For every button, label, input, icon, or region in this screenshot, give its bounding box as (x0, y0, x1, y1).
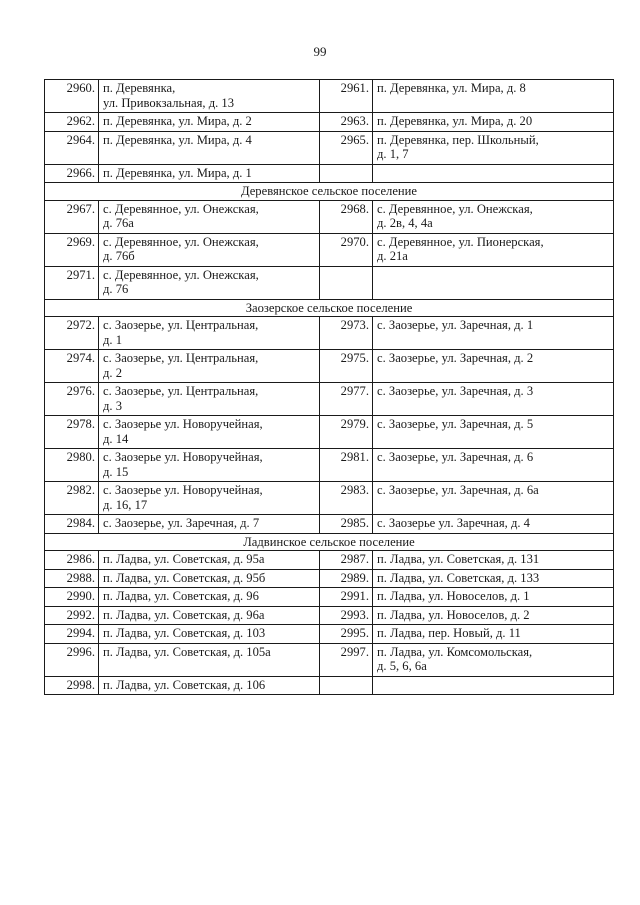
entry-address: п. Ладва, ул. Новоселов, д. 1 (373, 588, 614, 607)
entry-number: 2995. (320, 625, 373, 644)
entry-number: 2988. (45, 569, 99, 588)
entry-address: п. Деревянка, ул. Мира, д. 8 (373, 80, 614, 113)
section-title: Ладвинское сельское поселение (45, 533, 614, 551)
entry-number: 2996. (45, 643, 99, 676)
table-row (45, 569, 614, 588)
table-row (45, 449, 614, 482)
entry-number: 2994. (45, 625, 99, 644)
address-table-body (45, 80, 614, 695)
table-row (45, 625, 614, 644)
entry-address: с. Заозерье, ул. Заречная, д. 3 (373, 383, 614, 416)
table-row (45, 482, 614, 515)
table-row (45, 266, 614, 299)
table-row (45, 200, 614, 233)
table-row (45, 233, 614, 266)
table-row (45, 164, 614, 183)
entry-number: 2992. (45, 606, 99, 625)
entry-number: 2970. (320, 233, 373, 266)
entry-number: 2964. (45, 131, 99, 164)
section-title: Деревянское сельское поселение (45, 183, 614, 201)
entry-number: 2985. (320, 515, 373, 534)
table-row (45, 113, 614, 132)
entry-address (373, 266, 614, 299)
entry-address: с. Заозерье, ул. Центральная, д. 3 (99, 383, 320, 416)
entry-number: 2982. (45, 482, 99, 515)
entry-number: 2990. (45, 588, 99, 607)
entry-address: п. Деревянка, ул. Мира, д. 2 (99, 113, 320, 132)
entry-address: с. Заозерье, ул. Заречная, д. 1 (373, 317, 614, 350)
entry-address: п. Ладва, ул. Советская, д. 131 (373, 551, 614, 570)
table-row (45, 383, 614, 416)
entry-number: 2968. (320, 200, 373, 233)
entry-number: 2993. (320, 606, 373, 625)
entry-number: 2984. (45, 515, 99, 534)
entry-number (320, 266, 373, 299)
entry-address: п. Деревянка, ул. Мира, д. 1 (99, 164, 320, 183)
table-row (45, 350, 614, 383)
entry-address: п. Деревянка, ул. Привокзальная, д. 13 (99, 80, 320, 113)
table-row (45, 317, 614, 350)
table-row (45, 643, 614, 676)
entry-number (320, 676, 373, 695)
entry-number: 2991. (320, 588, 373, 607)
entry-address: с. Заозерье, ул. Заречная, д. 6а (373, 482, 614, 515)
entry-number: 2962. (45, 113, 99, 132)
entry-number: 2987. (320, 551, 373, 570)
entry-address: п. Ладва, ул. Советская, д. 96а (99, 606, 320, 625)
entry-address: п. Ладва, ул. Новоселов, д. 2 (373, 606, 614, 625)
table-row (45, 515, 614, 534)
entry-address (373, 164, 614, 183)
entry-address: п. Ладва, ул. Советская, д. 105а (99, 643, 320, 676)
table-row (45, 80, 614, 113)
table-row (45, 131, 614, 164)
entry-address: с. Деревянное, ул. Пионерская, д. 21а (373, 233, 614, 266)
entry-address: п. Ладва, ул. Советская, д. 106 (99, 676, 320, 695)
table-row (45, 588, 614, 607)
entry-number: 2980. (45, 449, 99, 482)
entry-address: п. Ладва, ул. Советская, д. 95б (99, 569, 320, 588)
section-header-row (45, 299, 614, 317)
entry-address: с. Заозерье, ул. Центральная, д. 1 (99, 317, 320, 350)
entry-number: 2989. (320, 569, 373, 588)
entry-address: п. Деревянка, ул. Мира, д. 4 (99, 131, 320, 164)
entry-address: п. Ладва, ул. Комсомольская, д. 5, 6, 6а (373, 643, 614, 676)
table-row (45, 416, 614, 449)
entry-address: п. Ладва, ул. Советская, д. 96 (99, 588, 320, 607)
entry-address: с. Заозерье ул. Новоручейная, д. 15 (99, 449, 320, 482)
entry-number: 2972. (45, 317, 99, 350)
entry-address: с. Деревянное, ул. Онежская, д. 76 (99, 266, 320, 299)
entry-number: 2975. (320, 350, 373, 383)
entry-number: 2963. (320, 113, 373, 132)
entry-number: 2979. (320, 416, 373, 449)
entry-number: 2965. (320, 131, 373, 164)
entry-address: с. Деревянное, ул. Онежская, д. 76а (99, 200, 320, 233)
entry-address: с. Деревянное, ул. Онежская, д. 76б (99, 233, 320, 266)
entry-address: с. Заозерье, ул. Центральная, д. 2 (99, 350, 320, 383)
entry-number: 2960. (45, 80, 99, 113)
entry-number: 2967. (45, 200, 99, 233)
entry-number: 2966. (45, 164, 99, 183)
entry-address: с. Заозерье, ул. Заречная, д. 2 (373, 350, 614, 383)
entry-address: с. Заозерье ул. Новоручейная, д. 14 (99, 416, 320, 449)
section-title: Заозерское сельское поселение (45, 299, 614, 317)
entry-number: 2977. (320, 383, 373, 416)
entry-address: п. Деревянка, ул. Мира, д. 20 (373, 113, 614, 132)
entry-number: 2981. (320, 449, 373, 482)
entry-number: 2973. (320, 317, 373, 350)
entry-number: 2974. (45, 350, 99, 383)
entry-number: 2997. (320, 643, 373, 676)
entry-address: п. Ладва, пер. Новый, д. 11 (373, 625, 614, 644)
page-number: 99 (313, 44, 327, 59)
entry-address: с. Деревянное, ул. Онежская, д. 2в, 4, 4а (373, 200, 614, 233)
entry-number (320, 164, 373, 183)
table-row (45, 676, 614, 695)
entry-number: 2971. (45, 266, 99, 299)
section-header-row (45, 533, 614, 551)
table-row (45, 551, 614, 570)
section-header-row (45, 183, 614, 201)
entry-number: 2978. (45, 416, 99, 449)
entry-number: 2961. (320, 80, 373, 113)
entry-address: с. Заозерье ул. Новоручейная, д. 16, 17 (99, 482, 320, 515)
entry-address (373, 676, 614, 695)
address-table (44, 79, 614, 695)
entry-number: 2983. (320, 482, 373, 515)
entry-address: с. Заозерье, ул. Заречная, д. 5 (373, 416, 614, 449)
table-row (45, 606, 614, 625)
entry-number: 2998. (45, 676, 99, 695)
entry-address: п. Деревянка, пер. Школьный, д. 1, 7 (373, 131, 614, 164)
entry-number: 2969. (45, 233, 99, 266)
entry-address: с. Заозерье, ул. Заречная, д. 6 (373, 449, 614, 482)
entry-address: п. Ладва, ул. Советская, д. 103 (99, 625, 320, 644)
entry-number: 2976. (45, 383, 99, 416)
entry-address: с. Заозерье ул. Заречная, д. 4 (373, 515, 614, 534)
entry-address: п. Ладва, ул. Советская, д. 133 (373, 569, 614, 588)
entry-address: п. Ладва, ул. Советская, д. 95а (99, 551, 320, 570)
entry-address: с. Заозерье, ул. Заречная, д. 7 (99, 515, 320, 534)
entry-number: 2986. (45, 551, 99, 570)
